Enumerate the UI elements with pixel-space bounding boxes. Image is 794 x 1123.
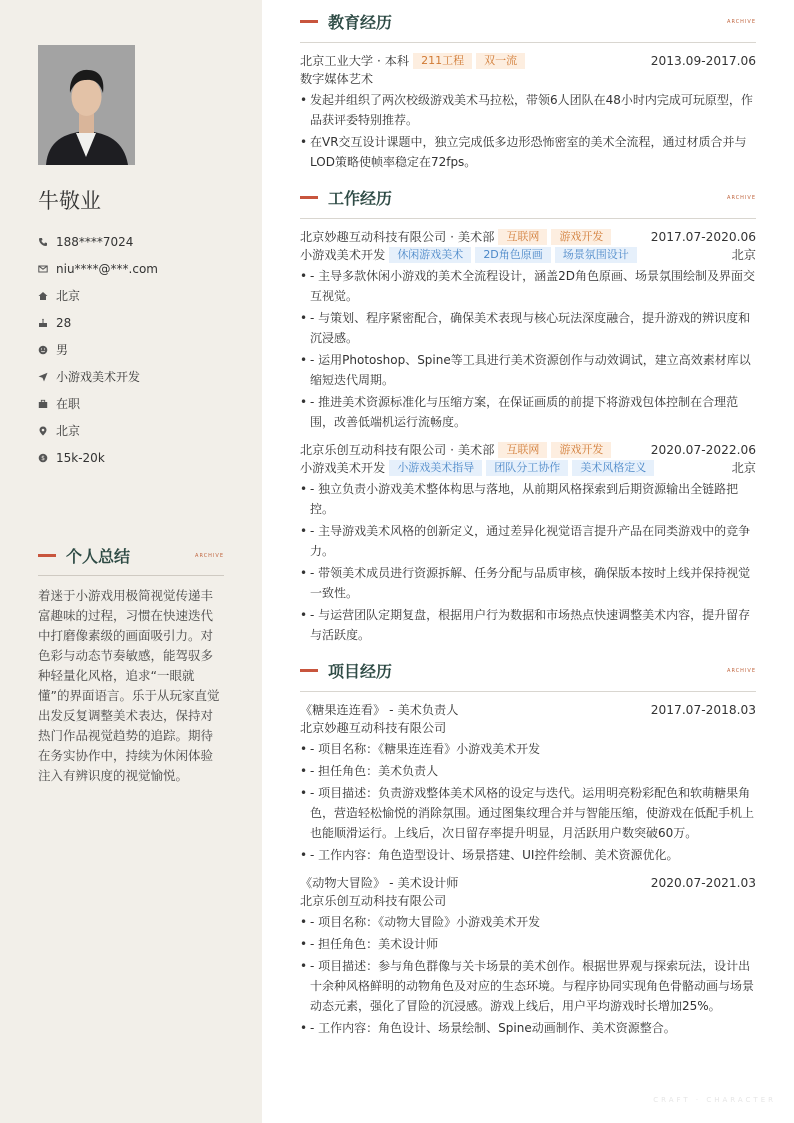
list-item: • - 项目名称：《动物大冒险》小游戏美术开发 — [300, 912, 756, 932]
education-tag: 211工程 — [413, 53, 472, 69]
svg-text:$: $ — [41, 454, 45, 462]
summary-header — [38, 544, 224, 567]
list-item: • - 担任角色：美术设计师 — [300, 934, 756, 954]
skill-tag: 场景氛围设计 — [555, 247, 637, 263]
age-text: 28 — [56, 315, 72, 330]
project-name: 《糖果连连看》 - 美术负责人 — [300, 703, 459, 717]
profile-photo — [38, 45, 135, 165]
home-icon — [38, 291, 48, 301]
skill-tag: 小游戏美术指导 — [389, 460, 482, 476]
job-bullets — [300, 266, 756, 432]
list-item: • 发起并组织了两次校级游戏美术马拉松，带领6人团队在48小时内完成可玩原型，作品获评委特别推荐。 — [300, 90, 756, 130]
project-company-row — [300, 719, 756, 737]
work-header — [300, 186, 756, 209]
job-bullets — [300, 479, 756, 645]
school-name: 北京工业大学 · 本科 — [300, 54, 410, 68]
education-entry — [300, 52, 756, 172]
contact-age — [38, 309, 238, 336]
project-entry — [300, 874, 756, 1038]
list-item: • - 项目描述：负责游戏整体美术风格的设定与迭代。运用明亮粉彩配色和软萌糖果角色，营造轻松愉悦的消除氛围。通过图集纹理合并与智能压缩，使游戏在低配手机上也能顺滑运行。上线后，次日留存率提升明显，月活跃用户数突破60万。 — [300, 783, 756, 843]
project-bullets — [300, 739, 756, 865]
list-item: • - 工作内容：角色设计、场景绘制、Spine动画制作、美术资源整合。 — [300, 1018, 756, 1038]
summary-text: 着迷于小游戏用极简视觉传递丰富趣味的过程，习惯在快速迭代中打磨像素级的画面吸引力。对色彩与动态节奏敏感，能驾驭多种轻量化风格，追求“一眼就懂”的界面语言。乐于从玩家直觉出发反复调整美术表达，保持对热门作品视觉趋势的追踪。期待在务实协作中，持续为休闲体验注入有辨识度的视觉愉悦。 — [38, 588, 220, 783]
list-item: • - 运用Photoshop、Spine等工具进行美术资源创作与动效调试，建立高效素材库以缩短迭代周期。 — [300, 350, 756, 390]
education-row — [300, 52, 756, 70]
skill-tag: 休闲游戏美术 — [389, 247, 471, 263]
education-date: 2013.09-2017.06 — [650, 54, 756, 68]
job-entry — [300, 228, 756, 432]
education-title: 教育经历 — [328, 13, 393, 32]
section-divider — [38, 575, 224, 576]
section-divider — [300, 691, 756, 692]
list-item: • - 独立负责小游戏美术整体构思与落地，从前期风格探索到后期资源输出全链路把控。 — [300, 479, 756, 519]
job-role: 小游戏美术开发 — [300, 461, 386, 475]
job-role: 小游戏美术开发 — [300, 248, 386, 262]
job-company-row — [300, 441, 756, 459]
job-role-row — [300, 459, 756, 477]
company-name: 北京妙趣互动科技有限公司 · 美术部 — [300, 230, 495, 244]
email-text: niu****@***.com — [56, 261, 158, 276]
education-section — [300, 10, 756, 172]
phone-text: 188****7024 — [56, 234, 134, 249]
job-date: 2020.07-2022.06 — [650, 443, 756, 457]
industry-tag: 互联网 — [498, 229, 547, 245]
contact-list — [38, 228, 238, 471]
archive-label: ARCHIVE — [195, 552, 224, 559]
section-divider — [300, 42, 756, 43]
project-bullets — [300, 912, 756, 1038]
education-header — [300, 10, 756, 33]
education-bullets — [300, 90, 756, 172]
project-name: 《动物大冒险》 - 美术设计师 — [300, 876, 459, 890]
project-date: 2020.07-2021.03 — [650, 876, 756, 890]
industry-tag: 游戏开发 — [551, 442, 611, 458]
major-name: 数字媒体艺术 — [300, 72, 374, 86]
education-tag: 双一流 — [476, 53, 525, 69]
section-accent-bar — [300, 20, 318, 23]
contact-job-intent — [38, 363, 238, 390]
work-section — [300, 186, 756, 645]
project-date: 2017.07-2018.03 — [650, 703, 756, 717]
contact-status — [38, 390, 238, 417]
contact-home — [38, 282, 238, 309]
project-name-row — [300, 874, 756, 892]
projects-header — [300, 659, 756, 682]
cake-icon — [38, 318, 48, 328]
status-text: 在职 — [56, 397, 81, 411]
summary-title: 个人总结 — [66, 547, 131, 566]
contact-salary — [38, 444, 238, 471]
project-company: 北京妙趣互动科技有限公司 — [300, 721, 447, 735]
projects-section — [300, 659, 756, 1038]
project-company: 北京乐创互动科技有限公司 — [300, 894, 447, 908]
contact-email — [38, 255, 238, 282]
project-company-row — [300, 892, 756, 910]
archive-label: ARCHIVE — [727, 667, 756, 674]
job-intent-text: 小游戏美术开发 — [56, 370, 141, 384]
list-item: • - 担任角色：美术负责人 — [300, 761, 756, 781]
salary-icon — [38, 453, 48, 463]
list-item: • - 项目描述：参与角色群像与关卡场景的美术创作。根据世界观与探索玩法，设计出十余种风格鲜明的动物角色及对应的生态环境。与程序协同实现角色骨骼动画与场景动态元素，强化了冒险的沉浸感。游戏上线后，用户平均游戏时长增加25%。 — [300, 956, 756, 1016]
email-icon — [38, 264, 48, 274]
job-entry — [300, 441, 756, 645]
send-icon — [38, 372, 48, 382]
candidate-name: 牛敬业 — [38, 189, 101, 213]
company-name: 北京乐创互动科技有限公司 · 美术部 — [300, 443, 495, 457]
section-accent-bar — [300, 669, 318, 672]
location-pin-icon — [38, 426, 48, 436]
industry-tag: 互联网 — [498, 442, 547, 458]
city-text: 北京 — [56, 424, 81, 438]
contact-city — [38, 417, 238, 444]
skill-tag: 团队分工协作 — [486, 460, 568, 476]
face-icon — [38, 345, 48, 355]
major-row — [300, 70, 756, 88]
contact-gender — [38, 336, 238, 363]
project-name-row — [300, 701, 756, 719]
section-divider — [300, 218, 756, 219]
gender-text: 男 — [56, 343, 69, 357]
summary-section — [38, 544, 224, 786]
job-city: 北京 — [731, 248, 756, 262]
list-item: • - 主导游戏美术风格的创新定义，通过差异化视觉语言提升产品在同类游戏中的竞争力。 — [300, 521, 756, 561]
skill-tag: 2D角色原画 — [475, 247, 550, 263]
list-item: • - 主导多款休闲小游戏的美术全流程设计，涵盖2D角色原画、场景氛围绘制及界面交互视觉。 — [300, 266, 756, 306]
job-role-row — [300, 246, 756, 264]
footer-watermark: CRAFT · CHARACTER — [653, 1096, 776, 1104]
work-title: 工作经历 — [328, 189, 393, 208]
list-item: • - 推进美术资源标准化与压缩方案，在保证画质的前提下将游戏包体控制在合理范围，改善低端机运行流畅度。 — [300, 392, 756, 432]
list-item: • - 带领美术成员进行资源拆解、任务分配与品质审核，确保版本按时上线并保持视觉一致性。 — [300, 563, 756, 603]
contact-phone — [38, 228, 238, 255]
job-company-row — [300, 228, 756, 246]
list-item: • - 工作内容：角色造型设计、场景搭建、UI控件绘制、美术资源优化。 — [300, 845, 756, 865]
archive-label: ARCHIVE — [727, 194, 756, 201]
job-date: 2017.07-2020.06 — [650, 230, 756, 244]
industry-tag: 游戏开发 — [551, 229, 611, 245]
list-item: • 在VR交互设计课题中，独立完成低多边形恐怖密室的美术全流程，通过材质合并与LOD策略使帧率稳定在72fps。 — [300, 132, 756, 172]
section-accent-bar — [300, 196, 318, 199]
list-item: • - 与策划、程序紧密配合，确保美术表现与核心玩法深度融合，提升游戏的辨识度和沉浸感。 — [300, 308, 756, 348]
home-text: 北京 — [56, 289, 81, 303]
archive-label: ARCHIVE — [727, 18, 756, 25]
sidebar — [0, 0, 262, 1123]
job-city: 北京 — [731, 461, 756, 475]
skill-tag: 美术风格定义 — [572, 460, 654, 476]
list-item: • - 项目名称：《糖果连连看》小游戏美术开发 — [300, 739, 756, 759]
phone-icon — [38, 237, 48, 247]
section-accent-bar — [38, 554, 56, 557]
projects-title: 项目经历 — [328, 662, 393, 681]
salary-text: 15k-20k — [56, 450, 105, 465]
briefcase-icon — [38, 399, 48, 409]
list-item: • - 与运营团队定期复盘，根据用户行为数据和市场热点快速调整美术内容，提升留存与活跃度。 — [300, 605, 756, 645]
main-content — [300, 10, 756, 1052]
project-entry — [300, 701, 756, 865]
